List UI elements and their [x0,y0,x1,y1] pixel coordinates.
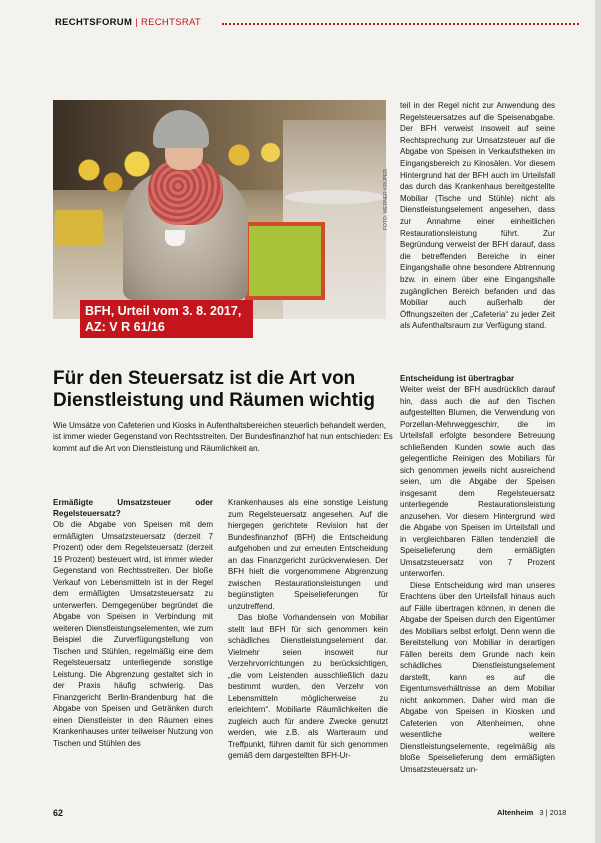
article-lead: Wie Umsätze von Cafeterien und Kiosks in Aufenthaltsbereichen steuerlich behandelt werden, ist immer wieder Gegenstand von Rechtsstreiten. Der Bundesfinanzhof hat nun entschieden: Es kommt auf die Art von Dienstleistung und Räumlichkeit an. [53,421,393,453]
subsection-title: RECHTSRAT [140,17,202,28]
article-photo [53,100,386,319]
section-title: RECHTSFORUM [55,17,133,28]
subheading: Ermäßigte Umsatzsteuer oder Regelsteuersatz? [53,498,213,519]
magazine-footer [497,808,566,817]
body-paragraph: Das bloße Vorhandensein von Mobiliar stellt laut BFH für sich genommen kein schädliches Dienstleistungselement dar. Vielmehr seien insoweit nur Verzehrvorrichtungen zu berücksichtigen, „die vom Leistenden ausschließlich dazu bestimmt wurden, den Verzehr von Lebensmitteln möglicherweise zu erleichtern“. Mobiliarte Räumlichkeiten die zugleich auch für andere Zwecke genutzt werden, wie z.B. als Warteraum und Treffpunkt, führen damit für sich genommen gemäß dem dargestellten BFH-Ur- [228,613,388,760]
body-paragraph: Ob die Abgabe von Speisen mit dem ermäßigten Umsatzsteuersatz (derzeit 7 Prozent) oder dem Regelsteuersatz (derzeit 19 Prozent) besteuert wird, ist immer wieder Gegenstand von Rechtsstreiten. Der bloße Verkauf von Lebensmitteln ist in der Regel dem ermäßigten Umsatzsteuersatz zu unterwerfen. Demgegenüber begründet die Abgabe von Speisen in Verbindung mit weiteren Dienstleistungselementen, wie zum Beispiel die Zurverfügungstellung von Tischen und Stühlen, regelmäßig eine dem Regelsteuersatz unterliegende sonstige Leistung. Die Abgrenzung gestaltet sich in der Praxis häufig schwierig. Das Finanzgericht Berlin-Brandenburg hat die Abgabe von Speisen und Getränken durch einen Dienstleister in den Räumen eines Krankenhauses unter teilweiser Nutzung von Tischen und Stühlen des [53,520,213,748]
body-paragraph: Weiter weist der BFH ausdrücklich darauf hin, dass auch die auf den Tischen aufgestellten Blumen, die Verwendung von Porzellan-Mehrweggeschirr, die im Urteilsfall erfolgte besondere Betreuung schließenden Kunden sowie auch das gelegentliche Reinigen des Mobiliars für sich genommen jeweils nicht ausreichend seien, um die Abgabe der Speisen insgesamt dem Regelsteuersatz unterliegende Restaurationsleistung anzusehen. Vor diesem Hintergrund wird die Abgabe von Speisen im Urteilsfall und in vergleichbaren Fällen tendenziell die Speiselieferung dem ermäßigten Umsatzsteuersatz von 7 Prozent unterworfen. [400,385,555,579]
body-paragraph: Diese Entscheidung wird man unseres Erachtens über den Urteilsfall hinaus auch auf Fälle übertragen können, in denen die Abgabe der Speisen durch den Eigentümer des Mobiliars selbst erfolgt. Denn wenn die Bereitstellung von Mobiliar in derartigen Fällen bereits dem Grunde nach kein schädliches Dienstleistungselement darstellt, kann es auf die Eigentumsverhältnisse an dem Mobiliar nicht ankommen. Daher wird man die Abgabe von Speisen in Kiosken und Cafeterien von Altenheimen, ohne wesentliche weitere Dienstleistungselemente, regelmäßig als bloße Speiselieferung dem ermäßigten Umsatzsteuersatz un- [400,580,555,774]
article-column-right-top: teil in der Regel nicht zur Anwendung des Regelsteuersatzes auf die Speisenabgabe. Der BFH verweist insoweit auf seine Rechtsprechung zur Umsatzsteuer auf die Abgabe von Speisen in Verkaufstheken im Eingangsbereich zu Kinosälen. Vor diesem Hintergrund hat der BFH auch im Urteilsfall das durch das Krankenhaus bereitgestellte Mobiliar (Tische und Stühle) nicht als Dienstleistungselement angesehen, dass zur Annahme einer einheitlichen Restaurationsleistung führt. Zur Begründung verweist der BFH darauf, dass die betreffenden Bereiche in einer Eingangshalle ohne besondere Abtrennung bzw. in einem über eine Eingangshalle zugänglichen Bereich befanden und das Mobiliar auch außerhalb der Öffnungszeiten der „Cafeteria“ zu jeder Zeit als Aufenthaltsraum zur Verfügung stand. [400,101,555,331]
magazine-name: Altenheim [497,808,534,817]
page-edge [595,0,601,843]
section-header [55,17,201,28]
header-separator: | [135,17,138,28]
header-dotted-rule [222,23,579,25]
subheading: Entscheidung ist übertragbar [400,374,515,383]
chair-shape [245,222,325,300]
cup-shape [165,230,185,246]
article-column-3 [400,373,555,775]
body-paragraph: Krankenhauses als eine sonstige Leistung zum Regelsteuersatz angesehen. Auf die hiergegen gerichtete Revision hat der Bundesfinanzhof (BFH) die Entscheidung aufgehoben und zur erneuten Entscheidung an das Finanzgericht zurückverwiesen. Der BFH hielt die vorgenommene Abgrenzung zwischen Restaurationsleistungen und begünstigten Speiselieferungen für unzutreffend. [228,498,388,611]
issue-number: 3 | 2018 [539,808,567,817]
article-column-1 [53,497,213,749]
photo-credit: FOTO: WERNER KRÜPER [383,168,389,230]
article-headline: Für den Steuersatz ist die Art von Dienstleistung und Räumen wichtig [53,368,375,411]
page-number: 62 [53,808,64,818]
photo-caption: BFH, Urteil vom 3. 8. 2017, AZ: V R 61/16 [80,300,253,338]
article-column-2 [228,497,388,762]
